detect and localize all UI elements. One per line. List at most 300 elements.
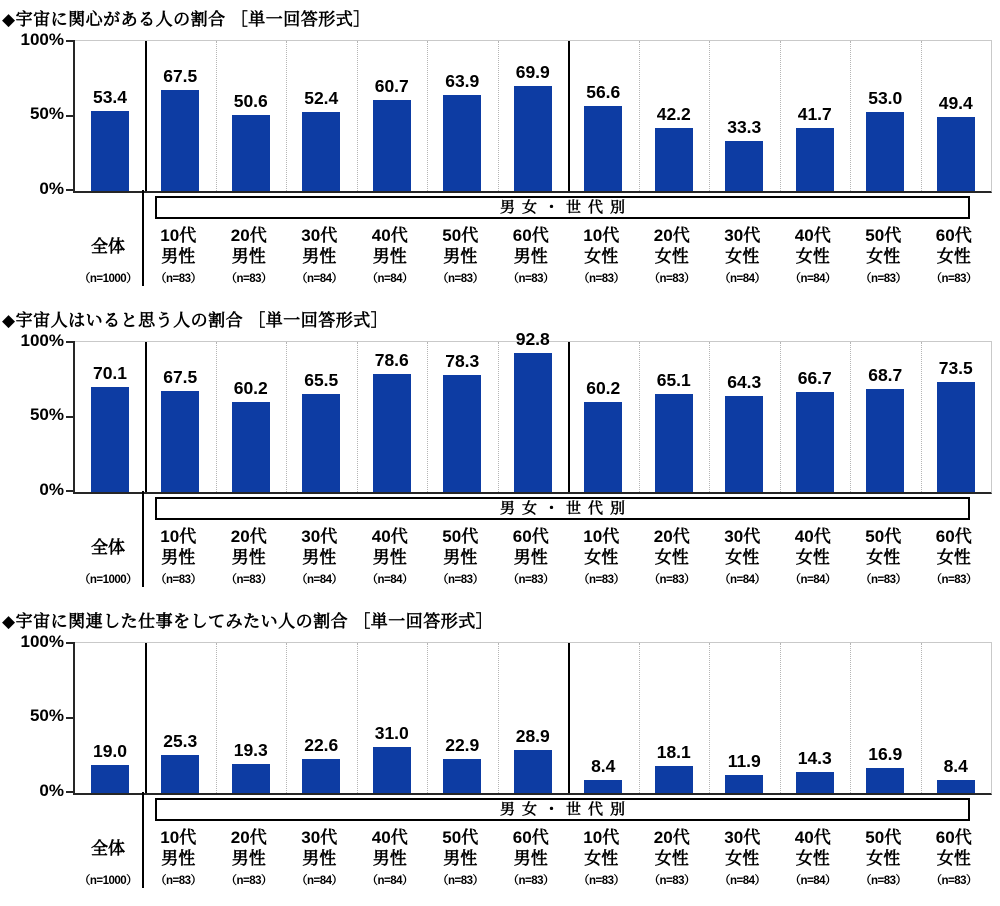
column-gridline xyxy=(286,643,287,793)
column-gridline xyxy=(780,342,781,492)
category-label-cell xyxy=(848,224,919,286)
category-label-cell xyxy=(919,826,990,888)
column-gridline xyxy=(357,643,358,793)
bar xyxy=(161,90,199,191)
sample-size-label: （n=83） xyxy=(859,574,907,586)
category-name-line: 男性 xyxy=(513,548,548,567)
bar xyxy=(796,128,834,191)
bar-value-label: 65.5 xyxy=(304,369,339,390)
category-name-line: 女性 xyxy=(584,247,619,266)
bar xyxy=(302,112,340,191)
category-label-cell xyxy=(566,826,637,888)
category-name-line: 60代 xyxy=(935,527,972,546)
sample-size-label: （n=84） xyxy=(718,875,766,887)
category-name-line: 女性 xyxy=(795,849,830,868)
category-name xyxy=(707,826,778,870)
category-label-cell xyxy=(637,525,708,587)
bar-value-label: 31.0 xyxy=(374,722,409,743)
category-name xyxy=(848,525,919,569)
bar xyxy=(232,764,270,793)
group-separator-line xyxy=(145,643,147,793)
category-label-cell xyxy=(284,224,355,286)
bar-value-label: 78.6 xyxy=(374,350,409,371)
y-axis-tick xyxy=(66,416,75,418)
bar-value-label: 25.3 xyxy=(163,731,198,752)
category-label-cell xyxy=(848,525,919,587)
sample-size-label: （n=83） xyxy=(436,875,484,887)
category-name-line: 10代 xyxy=(160,226,197,245)
y-axis-tick xyxy=(66,490,75,492)
bar-value-label: 92.8 xyxy=(515,328,550,349)
column-gridline xyxy=(427,643,428,793)
sample-size-label: （n=84） xyxy=(366,273,414,285)
category-name xyxy=(919,224,990,268)
category-name-line: 女性 xyxy=(795,247,830,266)
category-label-cell xyxy=(496,525,567,587)
category-labels-row xyxy=(73,224,989,286)
category-name-line: 男性 xyxy=(161,849,196,868)
y-axis-tick xyxy=(66,115,75,117)
bar xyxy=(866,389,904,492)
category-name-line: 女性 xyxy=(654,247,689,266)
category-name-line: 男性 xyxy=(231,849,266,868)
category-name-line: 男性 xyxy=(161,247,196,266)
bar-value-label: 53.0 xyxy=(868,87,903,108)
category-name xyxy=(355,826,426,870)
group-band-label: 男女・世代別 xyxy=(155,798,970,821)
category-name-line: 男性 xyxy=(231,548,266,567)
category-name xyxy=(143,826,214,870)
category-label-cell xyxy=(143,826,214,888)
category-name-line: 男性 xyxy=(443,247,478,266)
category-name xyxy=(73,525,143,569)
bar xyxy=(373,374,411,492)
category-name-line: 男性 xyxy=(231,247,266,266)
bar-value-label: 52.4 xyxy=(304,88,339,109)
y-axis-label: 100% xyxy=(20,30,64,49)
column-gridline xyxy=(709,342,710,492)
category-name-line: 男性 xyxy=(513,849,548,868)
sample-size-label: （n=84） xyxy=(295,875,343,887)
sample-size-label: （n=83） xyxy=(507,273,555,285)
bar xyxy=(725,141,763,191)
category-name xyxy=(143,525,214,569)
bar-value-label: 66.7 xyxy=(797,367,832,388)
plot-area xyxy=(73,642,992,795)
sample-size-label: （n=84） xyxy=(718,574,766,586)
category-name xyxy=(707,224,778,268)
category-name xyxy=(496,826,567,870)
category-name-line: 50代 xyxy=(442,226,479,245)
category-name-line: 50代 xyxy=(865,226,902,245)
category-name-line: 女性 xyxy=(654,548,689,567)
category-label-cell xyxy=(355,826,426,888)
y-axis-label: 50% xyxy=(29,104,64,123)
sample-size-label: （n=1000） xyxy=(78,875,138,887)
bar-value-label: 67.5 xyxy=(163,65,198,86)
sample-size-label: （n=83） xyxy=(225,273,273,285)
category-name-line: 60代 xyxy=(935,828,972,847)
category-label-cell xyxy=(143,224,214,286)
bar-value-label: 41.7 xyxy=(797,104,832,125)
bar-value-label: 33.3 xyxy=(727,117,762,138)
sample-size-label: （n=83） xyxy=(930,273,978,285)
bar-value-label: 22.6 xyxy=(304,735,339,756)
category-name xyxy=(919,826,990,870)
bar-value-label: 67.5 xyxy=(163,366,198,387)
category-label-cell xyxy=(707,826,778,888)
category-name xyxy=(214,525,285,569)
sample-size-label: （n=84） xyxy=(789,875,837,887)
category-name xyxy=(778,826,849,870)
category-label-cell xyxy=(284,826,355,888)
bar xyxy=(866,112,904,192)
y-axis-label: 50% xyxy=(29,706,64,725)
category-name xyxy=(778,224,849,268)
category-name-line: 10代 xyxy=(160,828,197,847)
category-name xyxy=(848,826,919,870)
plot-area xyxy=(73,328,992,494)
category-name-line: 男性 xyxy=(513,247,548,266)
category-label-cell xyxy=(566,525,637,587)
chart-block-1 xyxy=(0,0,1000,301)
category-name xyxy=(566,525,637,569)
bar-value-label: 53.4 xyxy=(92,86,128,107)
sample-size-label: （n=83） xyxy=(577,273,625,285)
bar xyxy=(725,396,763,492)
bar xyxy=(796,392,834,492)
category-name-line: 男性 xyxy=(302,849,337,868)
sample-size-label: （n=83） xyxy=(507,875,555,887)
category-label-cell xyxy=(425,525,496,587)
category-name xyxy=(425,224,496,268)
chart-title: ◆宇宙に関連した仕事をしてみたい人の割合 ［単一回答形式］ xyxy=(2,612,494,631)
category-name-line: 女性 xyxy=(936,548,971,567)
y-axis-tick xyxy=(66,189,75,191)
category-label-cell xyxy=(496,224,567,286)
category-name xyxy=(284,525,355,569)
category-name-line: 女性 xyxy=(866,548,901,567)
category-name xyxy=(73,826,143,870)
sample-size-label: （n=83） xyxy=(225,574,273,586)
y-axis-tick xyxy=(66,791,75,793)
column-gridline xyxy=(357,41,358,191)
bar xyxy=(373,747,411,794)
category-name xyxy=(637,224,708,268)
category-name-line: 60代 xyxy=(512,828,549,847)
category-name-line: 40代 xyxy=(794,226,831,245)
category-name-line: 30代 xyxy=(301,828,338,847)
category-labels-row xyxy=(73,826,989,888)
bar-value-label: 18.1 xyxy=(656,741,691,762)
category-name xyxy=(355,224,426,268)
column-gridline xyxy=(216,41,217,191)
group-band-label: 男女・世代別 xyxy=(155,196,970,219)
sample-size-label: （n=83） xyxy=(436,574,484,586)
category-label-cell xyxy=(496,826,567,888)
bar-value-label: 63.9 xyxy=(445,71,480,92)
sample-size-label: （n=83） xyxy=(648,574,696,586)
category-name-line: 女性 xyxy=(936,849,971,868)
category-name-line: 女性 xyxy=(725,849,760,868)
column-gridline xyxy=(921,41,922,191)
category-name-line: 女性 xyxy=(584,849,619,868)
y-axis-label: 100% xyxy=(20,331,64,350)
bar-value-label: 60.7 xyxy=(374,75,409,96)
sample-size-label: （n=84） xyxy=(295,273,343,285)
sample-size-label: （n=84） xyxy=(366,875,414,887)
category-name xyxy=(566,826,637,870)
y-axis-tick xyxy=(66,40,75,42)
category-label-cell xyxy=(73,224,143,286)
sample-size-label: （n=84） xyxy=(789,273,837,285)
category-label-cell xyxy=(284,525,355,587)
bar-value-label: 65.1 xyxy=(656,370,691,391)
column-gridline xyxy=(216,342,217,492)
y-axis-tick xyxy=(66,642,75,644)
category-name-line: 男性 xyxy=(161,548,196,567)
bar-value-label: 8.4 xyxy=(591,756,616,777)
sample-size-label: （n=83） xyxy=(930,574,978,586)
category-name xyxy=(496,224,567,268)
bar-value-label: 14.3 xyxy=(797,747,832,768)
category-name-line: 50代 xyxy=(442,527,479,546)
category-name-line: 女性 xyxy=(584,548,619,567)
category-label-cell xyxy=(566,224,637,286)
bar-value-label: 64.3 xyxy=(727,371,762,392)
category-name-line: 30代 xyxy=(724,828,761,847)
sample-size-label: （n=1000） xyxy=(78,574,138,586)
category-name-line: 60代 xyxy=(935,226,972,245)
category-label-cell xyxy=(425,826,496,888)
category-name-line: 10代 xyxy=(583,828,620,847)
bar-value-label: 28.9 xyxy=(515,725,550,746)
category-label-cell xyxy=(143,525,214,587)
category-name-line: 女性 xyxy=(936,247,971,266)
category-name xyxy=(214,826,285,870)
category-name-line: 40代 xyxy=(794,527,831,546)
category-name-line: 女性 xyxy=(795,548,830,567)
bar xyxy=(655,766,693,793)
bar xyxy=(443,759,481,793)
sample-size-label: （n=83） xyxy=(577,875,625,887)
bar xyxy=(866,768,904,793)
bar xyxy=(655,394,693,492)
sample-size-label: （n=84） xyxy=(789,574,837,586)
category-name xyxy=(496,525,567,569)
category-name xyxy=(848,224,919,268)
column-gridline xyxy=(286,41,287,191)
category-name-line: 女性 xyxy=(654,849,689,868)
category-label-cell xyxy=(637,224,708,286)
category-name xyxy=(425,826,496,870)
category-name-line: 60代 xyxy=(512,527,549,546)
bar xyxy=(373,100,411,191)
category-name-line: 30代 xyxy=(724,527,761,546)
bar xyxy=(302,394,340,492)
bar xyxy=(937,780,975,793)
category-name-line: 全体 xyxy=(91,236,125,256)
column-gridline xyxy=(216,643,217,793)
bar xyxy=(91,765,129,794)
category-label-cell xyxy=(73,826,143,888)
category-name-line: 女性 xyxy=(866,247,901,266)
category-name-line: 60代 xyxy=(512,226,549,245)
sample-size-label: （n=83） xyxy=(507,574,555,586)
bar xyxy=(514,353,552,492)
sample-size-label: （n=84） xyxy=(366,574,414,586)
category-name-line: 50代 xyxy=(865,828,902,847)
category-name-line: 50代 xyxy=(865,527,902,546)
bar-value-label: 42.2 xyxy=(656,103,691,124)
sample-size-label: （n=83） xyxy=(154,574,202,586)
bar-value-label: 11.9 xyxy=(727,751,761,772)
category-label-cell xyxy=(214,525,285,587)
bar-value-label: 60.2 xyxy=(586,377,621,398)
category-label-cell xyxy=(707,224,778,286)
category-label-cell xyxy=(919,224,990,286)
category-name-line: 50代 xyxy=(442,828,479,847)
column-gridline xyxy=(850,643,851,793)
category-label-cell xyxy=(778,224,849,286)
category-name xyxy=(143,224,214,268)
column-gridline xyxy=(639,342,640,492)
category-name xyxy=(73,224,143,268)
sample-size-label: （n=83） xyxy=(859,875,907,887)
bar xyxy=(443,375,481,492)
y-axis-label: 0% xyxy=(39,179,64,198)
bar xyxy=(514,86,552,191)
sample-size-label: （n=84） xyxy=(295,574,343,586)
bar-value-label: 69.9 xyxy=(515,62,550,83)
bar-value-label: 68.7 xyxy=(868,364,903,385)
sample-size-label: （n=83） xyxy=(154,875,202,887)
category-name xyxy=(637,826,708,870)
y-axis-tick xyxy=(66,717,75,719)
bar xyxy=(161,755,199,793)
category-label-cell xyxy=(73,525,143,587)
category-name-line: 女性 xyxy=(725,548,760,567)
category-name-line: 30代 xyxy=(301,226,338,245)
category-name-line: 30代 xyxy=(724,226,761,245)
bar-value-label: 73.5 xyxy=(938,357,973,378)
category-label-cell xyxy=(637,826,708,888)
category-label-cell xyxy=(214,826,285,888)
sample-size-label: （n=83） xyxy=(648,273,696,285)
category-name-line: 全体 xyxy=(91,838,125,858)
bar xyxy=(725,775,763,793)
category-label-cell xyxy=(778,525,849,587)
column-gridline xyxy=(427,41,428,191)
bar xyxy=(937,117,975,191)
category-name-line: 20代 xyxy=(653,226,690,245)
category-name-line: 20代 xyxy=(230,828,267,847)
y-axis-label: 50% xyxy=(29,405,64,424)
plot-area xyxy=(73,40,992,193)
category-name xyxy=(284,826,355,870)
category-name-line: 40代 xyxy=(794,828,831,847)
category-name-line: 10代 xyxy=(160,527,197,546)
bar xyxy=(302,759,340,793)
category-name-line: 10代 xyxy=(583,527,620,546)
category-label-cell xyxy=(355,224,426,286)
bar xyxy=(584,780,622,793)
bar xyxy=(584,402,622,492)
category-name xyxy=(214,224,285,268)
category-name xyxy=(637,525,708,569)
category-label-cell xyxy=(425,224,496,286)
bar-value-label: 56.6 xyxy=(586,82,621,103)
category-name xyxy=(355,525,426,569)
column-gridline xyxy=(286,342,287,492)
category-name-line: 男性 xyxy=(372,548,407,567)
bar-value-label: 19.0 xyxy=(92,740,128,761)
chart-block-2 xyxy=(0,301,1000,602)
bar xyxy=(443,95,481,191)
category-name-line: 女性 xyxy=(725,247,760,266)
category-name-line: 20代 xyxy=(230,527,267,546)
bar-value-label: 16.9 xyxy=(868,743,903,764)
category-name xyxy=(566,224,637,268)
category-name-line: 男性 xyxy=(443,849,478,868)
category-label-cell xyxy=(214,224,285,286)
category-name-line: 男性 xyxy=(302,548,337,567)
category-name-line: 女性 xyxy=(866,849,901,868)
sample-size-label: （n=83） xyxy=(154,273,202,285)
chart-block-3 xyxy=(0,602,1000,903)
bar xyxy=(161,391,199,492)
chart-title: ◆宇宙に関心がある人の割合 ［単一回答形式］ xyxy=(2,10,371,29)
bar xyxy=(232,402,270,492)
group-separator-line xyxy=(568,342,570,492)
category-name-line: 40代 xyxy=(371,527,408,546)
y-axis-tick xyxy=(66,341,75,343)
category-label-cell xyxy=(848,826,919,888)
category-name-line: 全体 xyxy=(91,537,125,557)
bar xyxy=(514,750,552,793)
bar xyxy=(584,106,622,191)
bar xyxy=(91,111,129,191)
bar xyxy=(796,772,834,793)
bar-value-label: 60.2 xyxy=(233,377,268,398)
category-label-cell xyxy=(919,525,990,587)
category-label-cell xyxy=(778,826,849,888)
bar-value-label: 8.4 xyxy=(943,756,968,777)
category-label-cell xyxy=(355,525,426,587)
sample-size-label: （n=83） xyxy=(648,875,696,887)
category-name-line: 20代 xyxy=(230,226,267,245)
sample-size-label: （n=1000） xyxy=(78,273,138,285)
category-name xyxy=(425,525,496,569)
chart-title: ◆宇宙人はいると思う人の割合 ［単一回答形式］ xyxy=(2,311,389,330)
sample-size-label: （n=83） xyxy=(577,574,625,586)
category-name xyxy=(919,525,990,569)
sample-size-label: （n=84） xyxy=(718,273,766,285)
category-name-line: 40代 xyxy=(371,828,408,847)
bar-value-label: 19.3 xyxy=(233,740,268,761)
category-name xyxy=(284,224,355,268)
category-name xyxy=(778,525,849,569)
bar-value-label: 50.6 xyxy=(233,91,268,112)
category-name-line: 10代 xyxy=(583,226,620,245)
bar xyxy=(232,115,270,191)
category-name-line: 男性 xyxy=(302,247,337,266)
category-name xyxy=(707,525,778,569)
bar-value-label: 22.9 xyxy=(445,734,480,755)
y-axis-label: 0% xyxy=(39,480,64,499)
column-gridline xyxy=(498,643,499,793)
y-axis-label: 0% xyxy=(39,781,64,800)
